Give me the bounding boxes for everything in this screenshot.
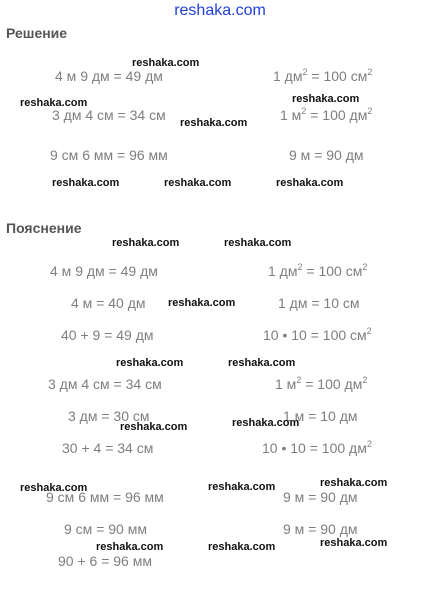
watermark[interactable]: reshaka.com xyxy=(224,237,292,249)
watermark[interactable]: reshaka.com xyxy=(228,357,296,369)
solution-equation-left-3: 9 см 6 мм = 96 мм xyxy=(50,147,168,163)
explanation-equation-left-3: 40 + 9 = 49 дм xyxy=(61,327,154,343)
solution-equation-left-2: 3 дм 4 см = 34 см xyxy=(52,107,166,123)
watermark[interactable]: reshaka.com xyxy=(276,177,344,189)
explanation-equation-right-4: 1 $м^2 = 100$ $дм^2$ xyxy=(275,375,368,392)
watermark[interactable]: reshaka.com xyxy=(232,417,300,429)
explanation-equation-left-6: 30 + 4 = 34 см xyxy=(62,440,154,456)
explanation-equation-right-8: 9 м = 90 дм xyxy=(283,521,358,537)
watermark[interactable]: reshaka.com xyxy=(320,537,388,549)
watermark[interactable]: reshaka.com xyxy=(96,541,164,553)
explanation-heading: Пояснение xyxy=(6,220,82,236)
watermark[interactable]: reshaka.com xyxy=(20,482,88,494)
solution-equation-right-3: 9 м = 90 дм xyxy=(289,147,364,163)
explanation-equation-left-1: 4 м 9 дм = 49 дм xyxy=(50,263,158,279)
solution-equation-right-2: 1 $м^2 = 100$ $дм^2$ xyxy=(280,106,373,123)
watermark[interactable]: reshaka.com xyxy=(132,57,200,69)
solution-heading: Решение xyxy=(6,25,68,41)
solution-equation-left-1: 4 м 9 дм = 49 дм xyxy=(55,68,163,84)
explanation-equation-right-6: 10 • 10 = 100 $дм^2$ xyxy=(262,439,372,456)
solution-equation-right-1: 1 $дм^2 = 100$ $см^2$ xyxy=(273,67,373,84)
explanation-equation-right-7: 9 м = 90 дм xyxy=(283,489,358,505)
watermark[interactable]: reshaka.com xyxy=(120,421,188,433)
watermark[interactable]: reshaka.com xyxy=(20,97,88,109)
watermark[interactable]: reshaka.com xyxy=(112,237,180,249)
explanation-equation-left-2: 4 м = 40 дм xyxy=(71,295,146,311)
explanation-equation-left-5: 3 дм = 30 см xyxy=(68,408,150,424)
watermark[interactable]: reshaka.com xyxy=(208,541,276,553)
explanation-equation-right-1: 1 $дм^2 = 100$ $см^2$ xyxy=(268,262,368,279)
explanation-equation-left-4: 3 дм 4 см = 34 см xyxy=(48,376,162,392)
explanation-equation-right-5: 1 м = 10 дм xyxy=(283,408,358,424)
watermark[interactable]: reshaka.com xyxy=(116,357,184,369)
site-title[interactable]: reshaka.com xyxy=(174,2,266,19)
watermark[interactable]: reshaka.com xyxy=(292,93,360,105)
watermark[interactable]: reshaka.com xyxy=(168,297,236,309)
explanation-equation-left-8: 9 см = 90 мм xyxy=(64,521,147,537)
explanation-equation-left-7: 9 см 6 мм = 96 мм xyxy=(46,489,164,505)
watermark[interactable]: reshaka.com xyxy=(208,481,276,493)
watermark[interactable]: reshaka.com xyxy=(320,477,388,489)
watermark[interactable]: reshaka.com xyxy=(180,117,248,129)
watermark[interactable]: reshaka.com xyxy=(164,177,232,189)
explanation-equation-right-3: 10 • 10 = 100 $см^2$ xyxy=(263,326,372,343)
explanation-equation-right-2: 1 дм = 10 см xyxy=(278,295,360,311)
explanation-equation-left-9: 90 + 6 = 96 мм xyxy=(58,553,152,569)
watermark[interactable]: reshaka.com xyxy=(52,177,120,189)
